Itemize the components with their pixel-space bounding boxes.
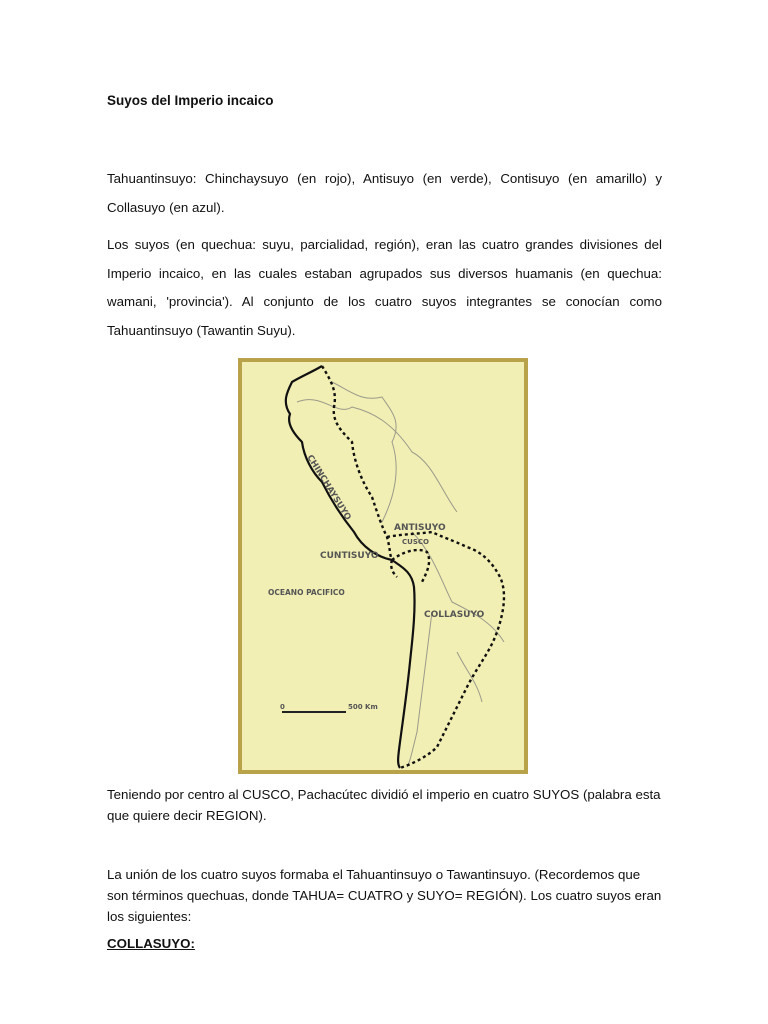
collasuyo-border — [387, 532, 504, 768]
paragraph-union-suyos: La unión de los cuatro suyos formaba el Tahuantinsuyo o Tawantinsuyo. (Recordemos que son términos quechuas, donde TAHUA= CUATRO y SUYO= REGIÓN). Los cuatro suyos eran los siguientes: — [107, 867, 662, 924]
scale-label-end: 500 Km — [348, 703, 378, 711]
label-collasuyo: COLLASUYO — [424, 610, 485, 620]
section-heading-collasuyo: COLLASUYO: — [107, 936, 195, 951]
paragraph-cusco-center: Teniendo por centro al CUSCO, Pachacútec dividió el imperio en cuatro SUYOS (palabra esta que quiere decir REGION). — [107, 787, 661, 823]
country-border-line — [407, 612, 432, 767]
document-title: Suyos del Imperio incaico — [107, 93, 274, 108]
label-antisuyo: ANTISUYO — [394, 523, 446, 533]
label-ocean: OCEANO PACIFICO — [268, 588, 345, 597]
paragraph-suyos-colors: Tahuantinsuyo: Chinchaysuyo (en rojo), Antisuyo (en verde), Contisuyo (en amarillo) y Collasuyo (en azul). — [107, 171, 662, 215]
label-cuntisuyo: CUNTISUYO — [320, 551, 379, 561]
label-chinchaysuyo: CHINCHAYSUYO — [304, 453, 353, 523]
paragraph-suyos-definition: Los suyos (en quechua: suyu, parcialidad, región), eran las cuatro grandes divisiones del Imperio incaico, en las cuales estaban agrupados sus diversos huamanis (en quechua: wamani, 'provincia'). Al conjunto de los cuatro suyos integrantes se conocían como Tahuantinsuyo (Tawantin Suyu). — [107, 237, 662, 338]
country-border-line — [297, 400, 457, 512]
inca-empire-map — [238, 358, 528, 774]
map-drawing — [242, 362, 524, 770]
country-border-line — [412, 532, 504, 642]
map-canvas — [242, 362, 524, 770]
country-border-line — [457, 652, 482, 702]
label-cusco: CUSCO — [402, 538, 429, 546]
scale-label-zero: 0 — [280, 703, 285, 711]
